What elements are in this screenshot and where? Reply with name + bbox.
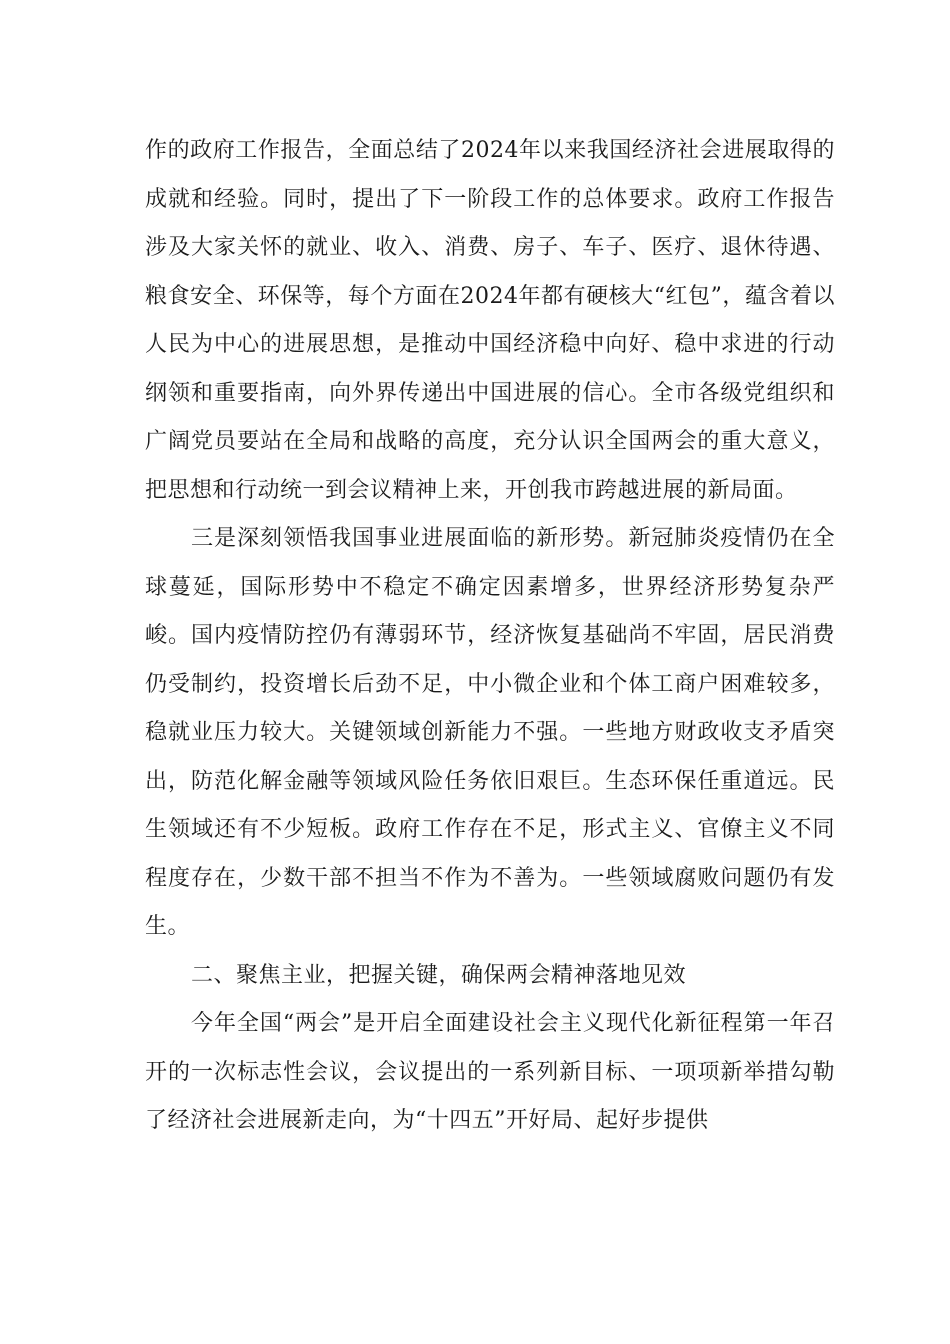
paragraph-continuation: 作的政府工作报告，全面总结了2024年以来我国经济社会进展取得的成就和经验。同时，提出了下一阶段工作的总体要求。政府工作报告涉及大家关怀的就业、收入、消费、房子、车子、医疗、退休待遇、粮食安全、环保等，每个方面在2024年都有硬核大“红包”，蕴含着以人民为中心的进展思想，是推动中国经济稳中向好、稳中求进的行动纲领和重要指南，向外界传递出中国进展的信心。全市各级党组织和广阔党员要站在全局和战略的高度，充分认识全国两会的重大意义，把思想和行动统一到会议精神上来，开创我市跨越进展的新局面。 [145,138,835,503]
paragraph-two-sessions: 今年全国“两会”是开启全面建设社会主义现代化新征程第一年召开的一次标志性会议，会议提出的一系列新目标、一项项新举措勾勒了经济社会进展新走向，为“十四五”开好局、起好步提供 [145,1011,835,1133]
document-body [145,127,835,1146]
paragraph-new-situation: 三是深刻领悟我国事业进展面临的新形势。新冠肺炎疫情仍在全球蔓延，国际形势中不稳定不确定因素增多，世界经济形势复杂严峻。国内疫情防控仍有薄弱环节，经济恢复基础尚不牢固，居民消费仍受制约，投资增长后劲不足，中小微企业和个体工商户困难较多，稳就业压力较大。关键领域创新能力不强。一些地方财政收支矛盾突出，防范化解金融等领域风险任务依旧艰巨。生态环保任重道远。民生领域还有不少短板。政府工作存在不足，形式主义、官僚主义不同程度存在，少数干部不担当不作为不善为。一些领域腐败问题仍有发生。 [145,526,835,939]
section-heading: 二、聚焦主业，把握关键，确保两会精神落地见效 [191,962,687,988]
